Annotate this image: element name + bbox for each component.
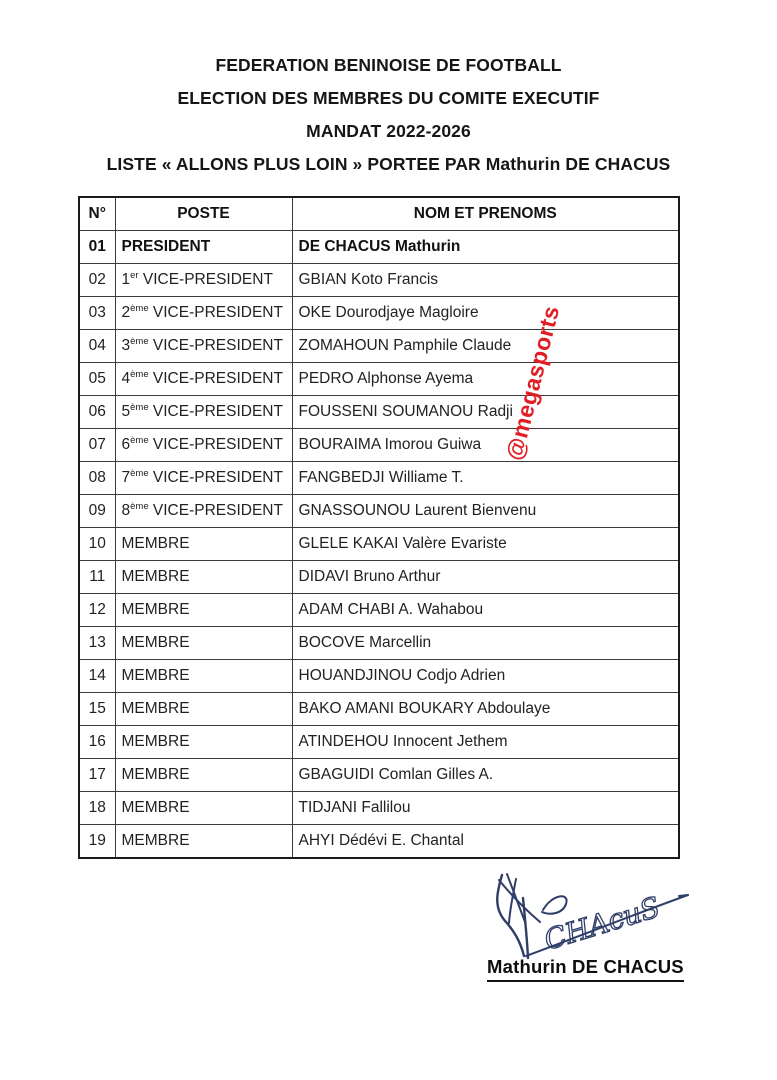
- row-number: 16: [79, 726, 115, 759]
- poste-cell: MEMBRE: [115, 693, 292, 726]
- poste-cell: 4ème VICE-PRESIDENT: [115, 363, 292, 396]
- signature-name: Mathurin DE CHACUS: [487, 956, 684, 982]
- table-row: [79, 528, 679, 561]
- table-row: [79, 660, 679, 693]
- table-row: [79, 462, 679, 495]
- table-row: [79, 330, 679, 363]
- poste-cell: MEMBRE: [115, 726, 292, 759]
- row-number: 15: [79, 693, 115, 726]
- nom-cell: OKE Dourodjaye Magloire: [292, 297, 679, 330]
- poste-cell: 3ème VICE-PRESIDENT: [115, 330, 292, 363]
- nom-cell: DE CHACUS Mathurin: [292, 231, 679, 264]
- table-row: [79, 594, 679, 627]
- table-row: [79, 627, 679, 660]
- nom-cell: GNASSOUNOU Laurent Bienvenu: [292, 495, 679, 528]
- row-number: 04: [79, 330, 115, 363]
- row-number: 12: [79, 594, 115, 627]
- nom-cell: HOUANDJINOU Codjo Adrien: [292, 660, 679, 693]
- table-row: [79, 396, 679, 429]
- nom-cell: BAKO AMANI BOUKARY Abdoulaye: [292, 693, 679, 726]
- row-number: 07: [79, 429, 115, 462]
- row-number: 14: [79, 660, 115, 693]
- header-poste: POSTE: [115, 197, 292, 231]
- members-table: [78, 196, 680, 859]
- table-row: [79, 264, 679, 297]
- table-row: [79, 792, 679, 825]
- poste-cell: MEMBRE: [115, 825, 292, 859]
- title-mandat: MANDAT 2022-2026: [306, 121, 471, 141]
- row-number: 09: [79, 495, 115, 528]
- poste-cell: 1er VICE-PRESIDENT: [115, 264, 292, 297]
- table-body: [79, 231, 679, 859]
- title-liste: LISTE « ALLONS PLUS LOIN » PORTEE PAR Mathurin DE CHACUS: [106, 154, 671, 174]
- row-number: 03: [79, 297, 115, 330]
- row-number: 18: [79, 792, 115, 825]
- row-number: 06: [79, 396, 115, 429]
- title-election: ELECTION DES MEMBRES DU COMITE EXECUTIF: [177, 88, 600, 108]
- row-number: 10: [79, 528, 115, 561]
- poste-cell: PRESIDENT: [115, 231, 292, 264]
- poste-cell: MEMBRE: [115, 627, 292, 660]
- nom-cell: PEDRO Alphonse Ayema: [292, 363, 679, 396]
- poste-cell: 8ème VICE-PRESIDENT: [115, 495, 292, 528]
- poste-cell: 2ème VICE-PRESIDENT: [115, 297, 292, 330]
- title-federation: FEDERATION BENINOISE DE FOOTBALL: [215, 55, 562, 75]
- watermark-text: @megasports: [500, 302, 565, 463]
- nom-cell: DIDAVI Bruno Arthur: [292, 561, 679, 594]
- table-header: [79, 197, 679, 231]
- poste-cell: 7ème VICE-PRESIDENT: [115, 462, 292, 495]
- poste-cell: 5ème VICE-PRESIDENT: [115, 396, 292, 429]
- poste-cell: MEMBRE: [115, 528, 292, 561]
- nom-cell: TIDJANI Fallilou: [292, 792, 679, 825]
- table-row: [79, 561, 679, 594]
- row-number: 01: [79, 231, 115, 264]
- nom-cell: GBIAN Koto Francis: [292, 264, 679, 297]
- row-number: 05: [79, 363, 115, 396]
- nom-cell: ADAM CHABI A. Wahabou: [292, 594, 679, 627]
- nom-cell: ZOMAHOUN Pamphile Claude: [292, 330, 679, 363]
- nom-cell: AHYI Dédévi E. Chantal: [292, 825, 679, 859]
- poste-cell: MEMBRE: [115, 561, 292, 594]
- table-row: [79, 825, 679, 859]
- poste-cell: MEMBRE: [115, 792, 292, 825]
- row-number: 13: [79, 627, 115, 660]
- nom-cell: FOUSSENI SOUMANOU Radji: [292, 396, 679, 429]
- poste-cell: MEMBRE: [115, 759, 292, 792]
- nom-cell: ATINDEHOU Innocent Jethem: [292, 726, 679, 759]
- poste-cell: MEMBRE: [115, 594, 292, 627]
- row-number: 08: [79, 462, 115, 495]
- table-row: [79, 297, 679, 330]
- table-row: [79, 363, 679, 396]
- table-row: [79, 759, 679, 792]
- poste-cell: 6ème VICE-PRESIDENT: [115, 429, 292, 462]
- row-number: 19: [79, 825, 115, 859]
- row-number: 17: [79, 759, 115, 792]
- table-row: [79, 726, 679, 759]
- table-row: [79, 693, 679, 726]
- nom-cell: BOCOVE Marcellin: [292, 627, 679, 660]
- row-number: 11: [79, 561, 115, 594]
- row-number: 02: [79, 264, 115, 297]
- table-row: [79, 429, 679, 462]
- nom-cell: FANGBEDJI Williame T.: [292, 462, 679, 495]
- nom-cell: BOURAIMA Imorou Guiwa: [292, 429, 679, 462]
- nom-cell: GBAGUIDI Comlan Gilles A.: [292, 759, 679, 792]
- nom-cell: GLELE KAKAI Valère Evariste: [292, 528, 679, 561]
- signature-scribble: [450, 870, 705, 970]
- header-nom: NOM ET PRENOMS: [292, 197, 679, 231]
- table-row: [79, 495, 679, 528]
- document-header: [0, 56, 777, 188]
- table-row: [79, 231, 679, 264]
- signature-scribble-text: CHAcuS: [540, 890, 664, 957]
- poste-cell: MEMBRE: [115, 660, 292, 693]
- header-num: N°: [79, 197, 115, 231]
- header-row: [79, 197, 679, 231]
